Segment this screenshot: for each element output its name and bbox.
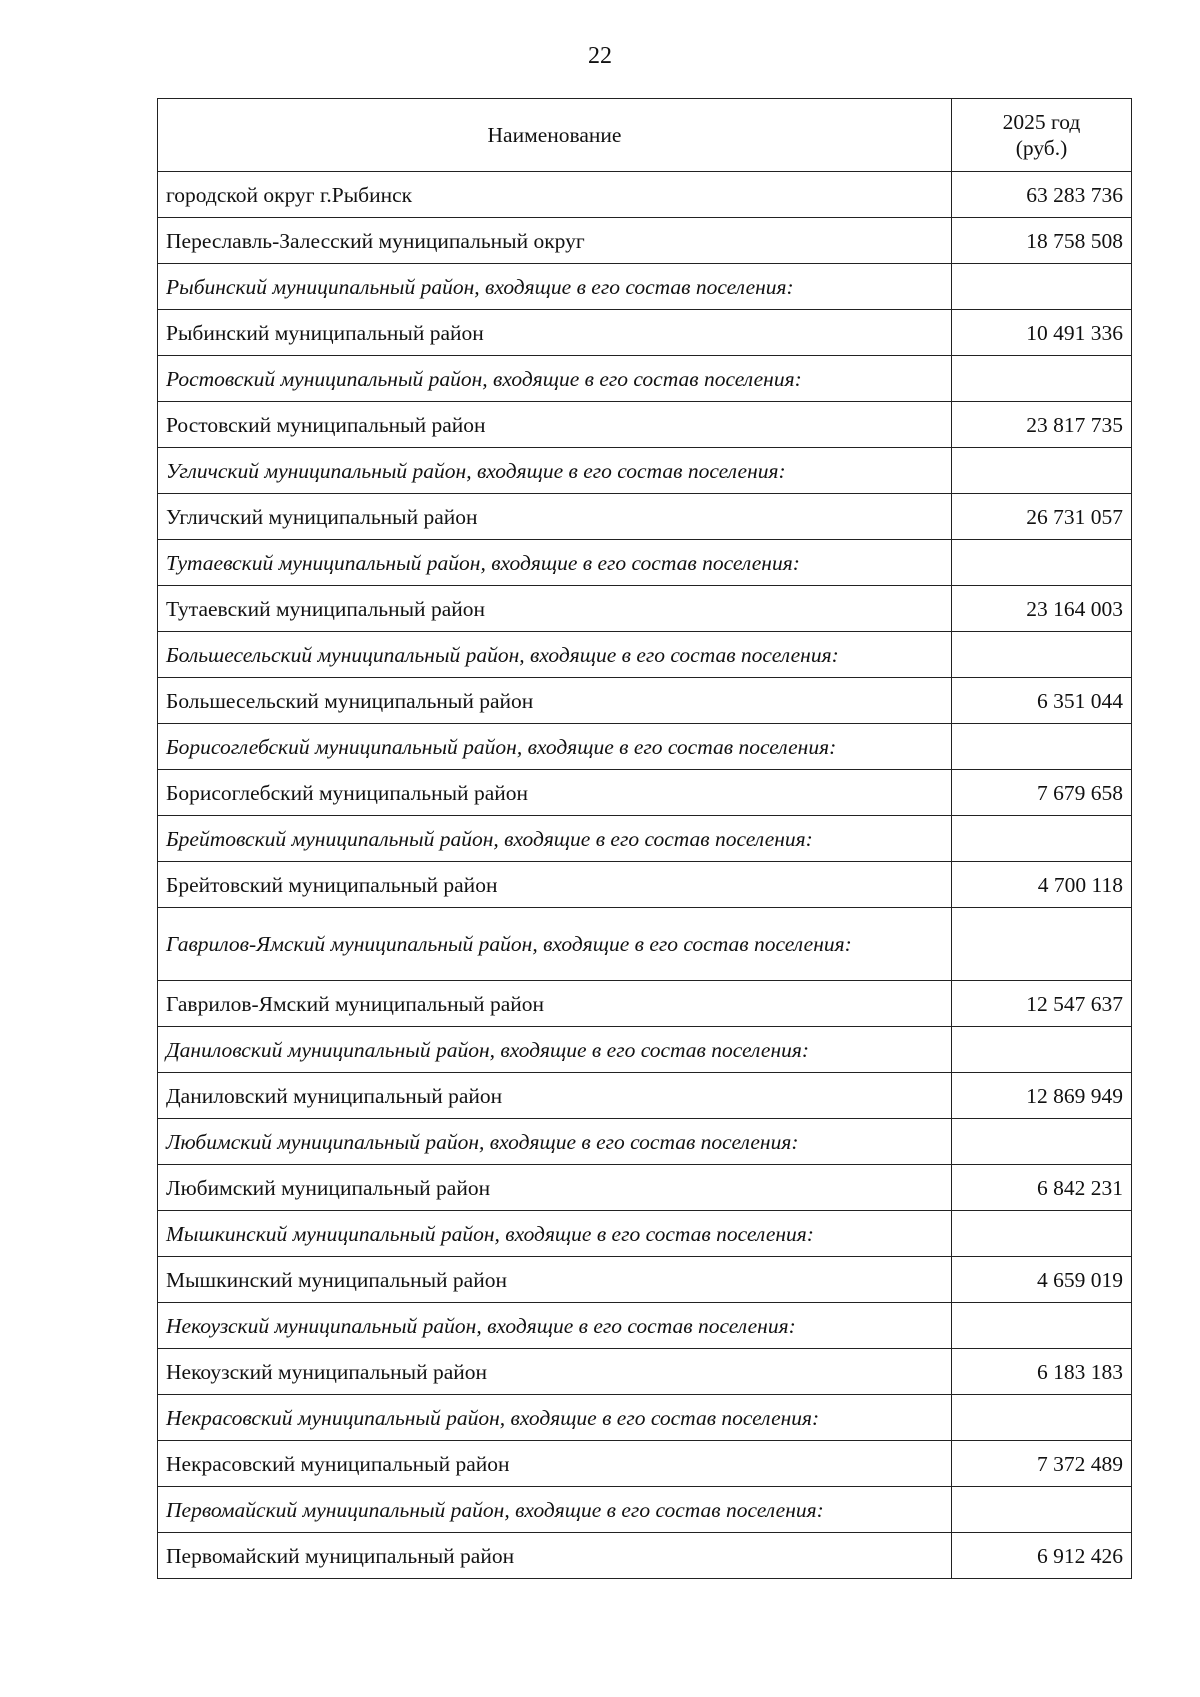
row-name-cell: Мышкинский муниципальный район, входящие в его состав поселения: [158, 1211, 952, 1257]
row-name-cell: Любимский муниципальный район [158, 1165, 952, 1211]
table-row [158, 1441, 1132, 1487]
row-name-cell: Борисоглебский муниципальный район, входящие в его состав поселения: [158, 724, 952, 770]
page-number-text: 22 [588, 43, 612, 69]
row-name-cell: Рыбинский муниципальный район [158, 310, 952, 356]
table-row [158, 172, 1132, 218]
row-name-cell: Угличский муниципальный район, входящие в его состав поселения: [158, 448, 952, 494]
row-name-cell: Ростовский муниципальный район [158, 402, 952, 448]
row-value-cell [952, 1303, 1132, 1349]
table-group-row [158, 1119, 1132, 1165]
table-row [158, 1533, 1132, 1579]
row-value-cell [952, 264, 1132, 310]
column-header-name: Наименование [158, 99, 952, 172]
table-row [158, 1073, 1132, 1119]
column-header-value [952, 99, 1132, 172]
table-body [158, 172, 1132, 1579]
row-name-cell: Угличский муниципальный район [158, 494, 952, 540]
row-name-cell: городской округ г.Рыбинск [158, 172, 952, 218]
row-value-cell [952, 448, 1132, 494]
row-value-cell: 6 912 426 [952, 1533, 1132, 1579]
row-name-cell: Мышкинский муниципальный район [158, 1257, 952, 1303]
row-value-cell: 23 817 735 [952, 402, 1132, 448]
table-group-row [158, 540, 1132, 586]
row-value-cell [952, 1487, 1132, 1533]
row-name-cell: Первомайский муниципальный район, входящие в его состав поселения: [158, 1487, 952, 1533]
row-value-cell [952, 356, 1132, 402]
column-header-value-line1: 2025 год [1002, 110, 1081, 134]
table-group-row [158, 1487, 1132, 1533]
row-name-cell: Ростовский муниципальный район, входящие в его состав поселения: [158, 356, 952, 402]
table-header-row [158, 99, 1132, 172]
row-name-cell: Некоузский муниципальный район [158, 1349, 952, 1395]
row-value-cell: 4 700 118 [952, 862, 1132, 908]
row-value-cell: 6 842 231 [952, 1165, 1132, 1211]
row-name-cell: Брейтовский муниципальный район, входящие в его состав поселения: [158, 816, 952, 862]
row-name-cell: Даниловский муниципальный район [158, 1073, 952, 1119]
table-group-row [158, 356, 1132, 402]
table-row [158, 1349, 1132, 1395]
row-value-cell [952, 1119, 1132, 1165]
row-name-cell: Некоузский муниципальный район, входящие в его состав поселения: [158, 1303, 952, 1349]
row-name-cell: Большесельский муниципальный район, входящие в его состав поселения: [158, 632, 952, 678]
row-name-cell: Гаврилов-Ямский муниципальный район, входящие в его состав поселения: [158, 908, 952, 981]
row-value-cell: 12 547 637 [952, 981, 1132, 1027]
row-value-cell [952, 1027, 1132, 1073]
table-group-row [158, 1211, 1132, 1257]
table-group-row [158, 1027, 1132, 1073]
row-name-cell: Большесельский муниципальный район [158, 678, 952, 724]
row-value-cell: 26 731 057 [952, 494, 1132, 540]
column-header-value-line2: (руб.) [1015, 136, 1068, 160]
row-value-cell: 23 164 003 [952, 586, 1132, 632]
table-row [158, 310, 1132, 356]
table-row [158, 981, 1132, 1027]
row-value-cell: 4 659 019 [952, 1257, 1132, 1303]
row-value-cell [952, 540, 1132, 586]
table-row [158, 1257, 1132, 1303]
row-value-cell: 7 679 658 [952, 770, 1132, 816]
table-group-row [158, 908, 1132, 981]
table-group-row [158, 632, 1132, 678]
row-name-cell: Даниловский муниципальный район, входящие в его состав поселения: [158, 1027, 952, 1073]
row-value-cell: 12 869 949 [952, 1073, 1132, 1119]
row-value-cell [952, 1211, 1132, 1257]
row-name-cell: Гаврилов-Ямский муниципальный район [158, 981, 952, 1027]
table-group-row [158, 724, 1132, 770]
row-name-cell: Рыбинский муниципальный район, входящие в его состав поселения: [158, 264, 952, 310]
row-value-cell: 6 351 044 [952, 678, 1132, 724]
row-name-cell: Борисоглебский муниципальный район [158, 770, 952, 816]
budget-table [157, 98, 1132, 1579]
row-name-cell: Любимский муниципальный район, входящие в его состав поселения: [158, 1119, 952, 1165]
table-row [158, 402, 1132, 448]
row-name-cell: Переславль-Залесский муниципальный округ [158, 218, 952, 264]
row-name-cell: Некрасовский муниципальный район, входящие в его состав поселения: [158, 1395, 952, 1441]
table-row [158, 218, 1132, 264]
table-row [158, 862, 1132, 908]
row-name-cell: Тутаевский муниципальный район [158, 586, 952, 632]
row-name-cell: Тутаевский муниципальный район, входящие в его состав поселения: [158, 540, 952, 586]
table-row [158, 678, 1132, 724]
table-group-row [158, 448, 1132, 494]
table-row [158, 770, 1132, 816]
table-group-row [158, 1303, 1132, 1349]
row-value-cell [952, 1395, 1132, 1441]
table-row [158, 494, 1132, 540]
page-number [0, 42, 1200, 70]
row-value-cell [952, 632, 1132, 678]
row-value-cell: 7 372 489 [952, 1441, 1132, 1487]
table-row [158, 1165, 1132, 1211]
row-name-cell: Первомайский муниципальный район [158, 1533, 952, 1579]
row-value-cell [952, 724, 1132, 770]
row-value-cell: 6 183 183 [952, 1349, 1132, 1395]
table-row [158, 586, 1132, 632]
row-value-cell: 63 283 736 [952, 172, 1132, 218]
table-group-row [158, 1395, 1132, 1441]
table-group-row [158, 264, 1132, 310]
row-value-cell: 10 491 336 [952, 310, 1132, 356]
table-group-row [158, 816, 1132, 862]
row-name-cell: Брейтовский муниципальный район [158, 862, 952, 908]
row-value-cell [952, 816, 1132, 862]
row-value-cell [952, 908, 1132, 981]
row-value-cell: 18 758 508 [952, 218, 1132, 264]
row-name-cell: Некрасовский муниципальный район [158, 1441, 952, 1487]
